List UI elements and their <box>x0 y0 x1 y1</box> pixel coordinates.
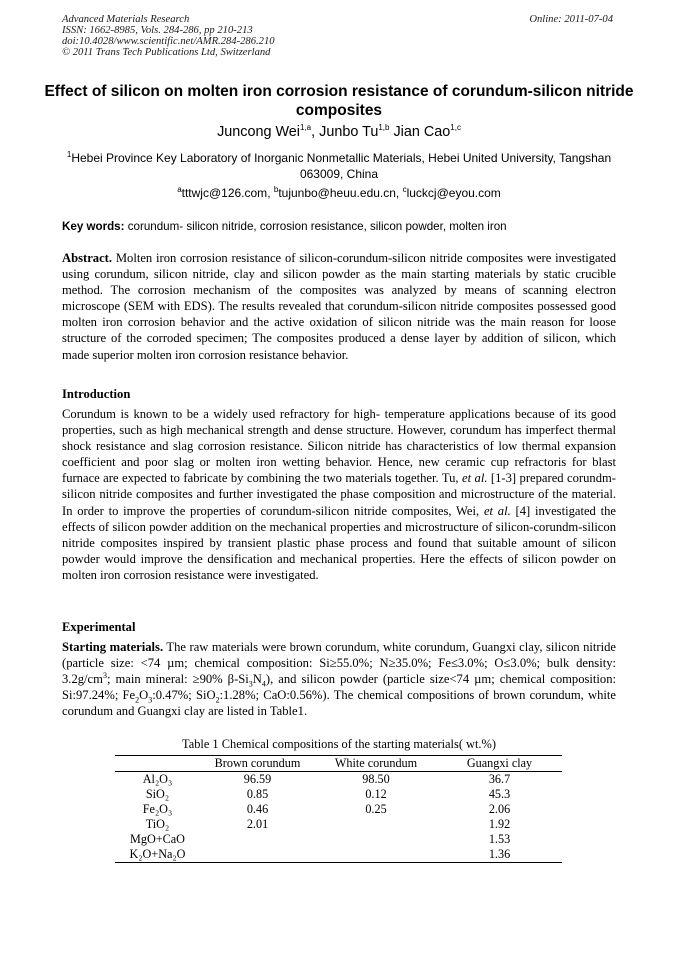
running-header-left <box>62 14 275 58</box>
journal-name: Advanced Materials Research <box>62 14 190 25</box>
email-separator: , <box>395 186 403 200</box>
exp-text: O <box>139 688 149 703</box>
keywords-text: corundum- silicon nitride, corrosion resistance, silicon powder, molten iron <box>127 220 507 233</box>
row-label: TiO₂ <box>145 817 170 831</box>
column-header: Brown corundum <box>200 756 315 772</box>
table-cell: 0.85 <box>246 787 269 801</box>
email-mark: b <box>273 185 279 194</box>
doi-line: doi:10.4028/www.scientific.net/AMR.284-286.210 <box>62 36 275 47</box>
affiliation-text: Hebei Province Key Laboratory of Inorganic Nonmetallic Materials, Hebei United University, Tangshan 063009, China <box>71 151 612 181</box>
section-heading-experimental: Experimental <box>62 620 136 634</box>
table-cell: 0.12 <box>365 787 387 801</box>
author-list <box>40 124 638 141</box>
email-separator: , <box>267 186 274 200</box>
table-row <box>115 832 562 847</box>
intro-text: [4] investigated the effects of silicon powder addition on the mechanical properties and microstructure of silicon-corundm-silicon nitride composites inspired by transient plastic phase process and found that suitable amount of silicon powder would improve the densification and mechanical properties. Here the effects of silicon powder on molten iron corrosion resistance were investigated. <box>62 503 616 582</box>
table-row <box>115 817 562 832</box>
row-label: Al₂O₃ <box>142 772 173 786</box>
table-cell: 0.25 <box>365 802 387 816</box>
table-cell: 1.53 <box>488 832 511 846</box>
exp-text: ; main mineral: ≥90% β-Si <box>106 672 249 687</box>
exp-sub: 2 <box>215 695 220 705</box>
online-date: Online: 2011-07-04 <box>529 14 613 25</box>
table-cell: 98.50 <box>362 772 390 786</box>
table-cell: 45.3 <box>488 787 511 801</box>
row-label: SiO₂ <box>145 787 170 801</box>
table-cell <box>200 847 315 863</box>
abstract <box>62 250 616 363</box>
author-name: Junbo Tu <box>319 124 379 140</box>
exp-text: ), and silicon powder (particle size<74 µm; chemical composition: Si:97.24%; Fe <box>62 672 616 703</box>
intro-etal: et al. <box>462 471 488 486</box>
email-mark: a <box>177 185 182 194</box>
table-cell: 1.36 <box>437 847 562 863</box>
exp-text: The raw materials were brown corundum, white corundum, Guangxi clay, silicon nitride (particle size: <74 µm; chemical composition: Si≥55.0%; N≥35.0%; Fe≤3.0%; O≤3.0%; bulk density: 3.2g/cm <box>62 640 616 687</box>
row-label: K₂O+Na₂O <box>115 847 200 863</box>
abstract-label: Abstract. <box>62 251 113 265</box>
section-heading-introduction: Introduction <box>62 387 131 401</box>
email-list <box>40 185 638 201</box>
table-row <box>115 787 562 802</box>
keywords <box>62 219 617 234</box>
copyright-line: © 2011 Trans Tech Publications Ltd, Switzerland <box>62 47 271 58</box>
exp-sup: 3 <box>102 671 107 680</box>
paper-title: Effect of silicon on molten iron corrosion resistance of corundum-silicon nitride composites <box>44 83 634 119</box>
column-header: Guangxi clay <box>437 756 562 772</box>
table-cell <box>200 832 315 847</box>
affiliation-mark: 1 <box>66 150 72 159</box>
composition-table <box>115 755 562 863</box>
row-label: MgO+CaO <box>130 832 185 846</box>
exp-text: :1.28%; CaO:0.56%). The chemical compositions of brown corundum, white corundum and Guangxi clay are listed in Table1. <box>62 688 616 719</box>
table-header-row <box>115 756 562 772</box>
issn-line: ISSN: 1662-8985, Vols. 284-286, pp 210-213 <box>62 25 253 36</box>
table-cell <box>315 817 437 832</box>
table-cell <box>315 847 437 863</box>
exp-sub: 3 <box>248 679 253 689</box>
exp-sub: 4 <box>261 679 266 689</box>
author-affil-mark: 1,a <box>300 123 312 133</box>
table-cell: 0.46 <box>246 802 269 816</box>
keywords-label: Key words: <box>62 220 125 233</box>
author-separator: , <box>311 124 320 140</box>
author-affil-mark: 1,b <box>378 123 390 133</box>
table-row <box>115 772 562 788</box>
table-cell <box>315 832 437 847</box>
column-header <box>115 756 200 772</box>
row-label: Fe₂O₃ <box>142 802 173 816</box>
abstract-text: Molten iron corrosion resistance of silicon-corundum-silicon nitride composites were investigated using corundum, silicon nitride, clay and silicon powder as the main starting materials by static crucible method. The corrosion mechanism of the composites was analyzed by means of scanning electron microscope (SEM with EDS). The results revealed that corundum-silicon nitride composites possessed good molten iron corrosion behavior and the active oxidation of silicon nitride was the main reason for loose structure of the corroded specimen; The composites produced a dense layer by addition of silicon, which made superior molten iron corrosion resistance behavior. <box>62 251 616 362</box>
email-address[interactable]: luckcj@eyou.com <box>406 186 501 200</box>
table-caption: Table 1 Chemical compositions of the starting materials( wt.%) <box>182 737 496 751</box>
intro-text: [1-3] prepared corundm-silicon nitride composites and further investigated the phase composition and microstructure of the material. In order to improve the properties of corundum-silicon nitride composites, Wei, <box>62 471 616 518</box>
email-mark: c <box>402 185 407 194</box>
table-cell: 1.92 <box>488 817 511 831</box>
author-affil-mark: 1,c <box>450 123 461 133</box>
exp-text: :0.47%; SiO <box>152 688 216 703</box>
table-cell: 2.06 <box>488 802 511 816</box>
starting-materials-paragraph <box>62 639 616 719</box>
introduction-paragraph <box>62 406 616 583</box>
exp-sub: 3 <box>148 695 153 705</box>
table-cell: 2.01 <box>246 817 269 831</box>
intro-etal: et al. <box>483 503 511 518</box>
intro-text: Corundum is known to be a widely used refractory for high- temperature applications because of its good properties, such as high mechanical strength and dense structure. However, corundum has imperfect thermal shock resistance and slag corrosion resistance. Silicon nitride has characteristics of low thermal expansion coefficient and poor slag or molten iron wetting behavior. Hence, new ceramic cup refractoris for blast furnace are expected to fabricate by combining the two materials together. Tu, <box>62 407 616 486</box>
starting-materials-label: Starting materials. <box>62 640 164 654</box>
table-cell: 96.59 <box>243 772 272 786</box>
table-row <box>115 802 562 817</box>
author-name: Juncong Wei <box>217 124 300 140</box>
email-address[interactable]: tttwjc@126.com <box>181 186 268 200</box>
affiliation <box>60 150 618 182</box>
exp-sub: 2 <box>135 695 140 705</box>
email-address[interactable]: tujunbo@heuu.edu.cn <box>278 186 396 200</box>
author-name: Jian Cao <box>393 124 451 140</box>
table-cell: 36.7 <box>488 772 511 786</box>
table-row <box>115 847 562 863</box>
column-header: White corundum <box>315 756 437 772</box>
exp-text: N <box>252 672 262 687</box>
